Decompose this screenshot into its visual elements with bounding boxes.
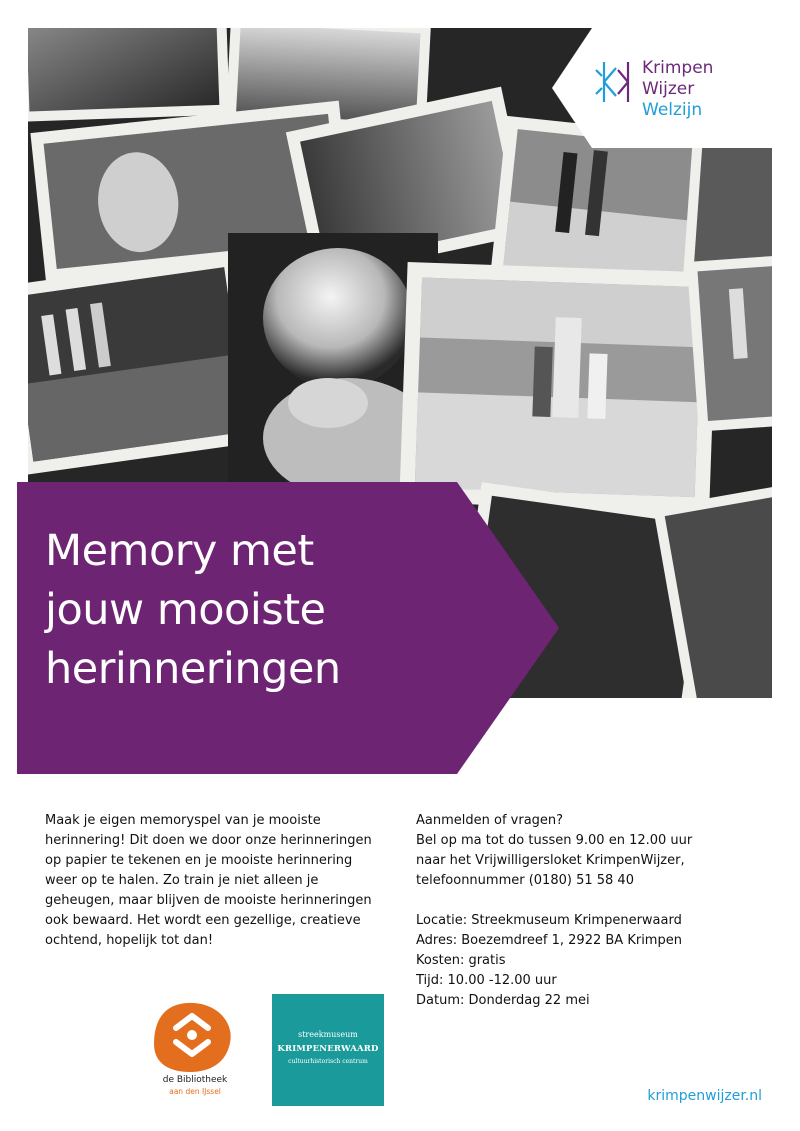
info-line-3: telefoonnummer (0180) 51 58 40 <box>416 873 634 888</box>
logo-line-wijzer: Wijzer <box>642 79 695 99</box>
info-line-1: Bel op ma tot do tussen 9.00 en 12.00 uur <box>416 833 693 848</box>
info-address: Adres: Boezemdreef 1, 2922 BA Krimpen <box>416 933 682 948</box>
krimpenwijzer-logo-text <box>642 58 713 121</box>
museum-line-3: cultuurhistorisch centrum <box>288 1058 368 1065</box>
info-line-2: naar het Vrijwilligersloket KrimpenWijzer, <box>416 853 685 868</box>
website-link[interactable]: krimpenwijzer.nl <box>647 1088 762 1104</box>
info-location: Locatie: Streekmuseum Krimpenerwaard <box>416 913 682 928</box>
title-line-1: Memory met <box>45 526 314 576</box>
museum-line-2: KRIMPENERWAARD <box>277 1044 379 1054</box>
bibliotheek-subtitle: aan den IJssel <box>169 1087 221 1096</box>
info-cost: Kosten: gratis <box>416 953 506 968</box>
info-spacer <box>416 891 776 911</box>
info-date: Datum: Donderdag 22 mei <box>416 993 590 1008</box>
title-line-2: jouw mooiste <box>45 585 326 635</box>
info-block <box>416 811 776 1011</box>
streekmuseum-logo <box>272 994 384 1106</box>
logo-line-welzijn: Welzijn <box>642 100 703 120</box>
title-line-3: herinneringen <box>45 644 341 694</box>
page-title <box>45 522 515 699</box>
info-heading: Aanmelden of vragen? <box>416 813 564 828</box>
museum-line-1: streekmuseum <box>298 1030 358 1039</box>
description-text: Maak je eigen memoryspel van je mooiste herinnering! Dit doen we door onze herinneringen op papier te tekenen en je mooiste herinnering weer op te halen. Zo train je niet alleen je geheugen, maar blijven de mooiste herinneringen ook bewaard. Het wordt een gezellige, creatieve ochtend, hopelijk tot dan! <box>45 813 372 948</box>
bibliotheek-name: de Bibliotheek <box>162 1075 228 1085</box>
logo-line-krimpen: Krimpen <box>642 58 714 78</box>
info-time: Tijd: 10.00 -12.00 uur <box>416 973 557 988</box>
